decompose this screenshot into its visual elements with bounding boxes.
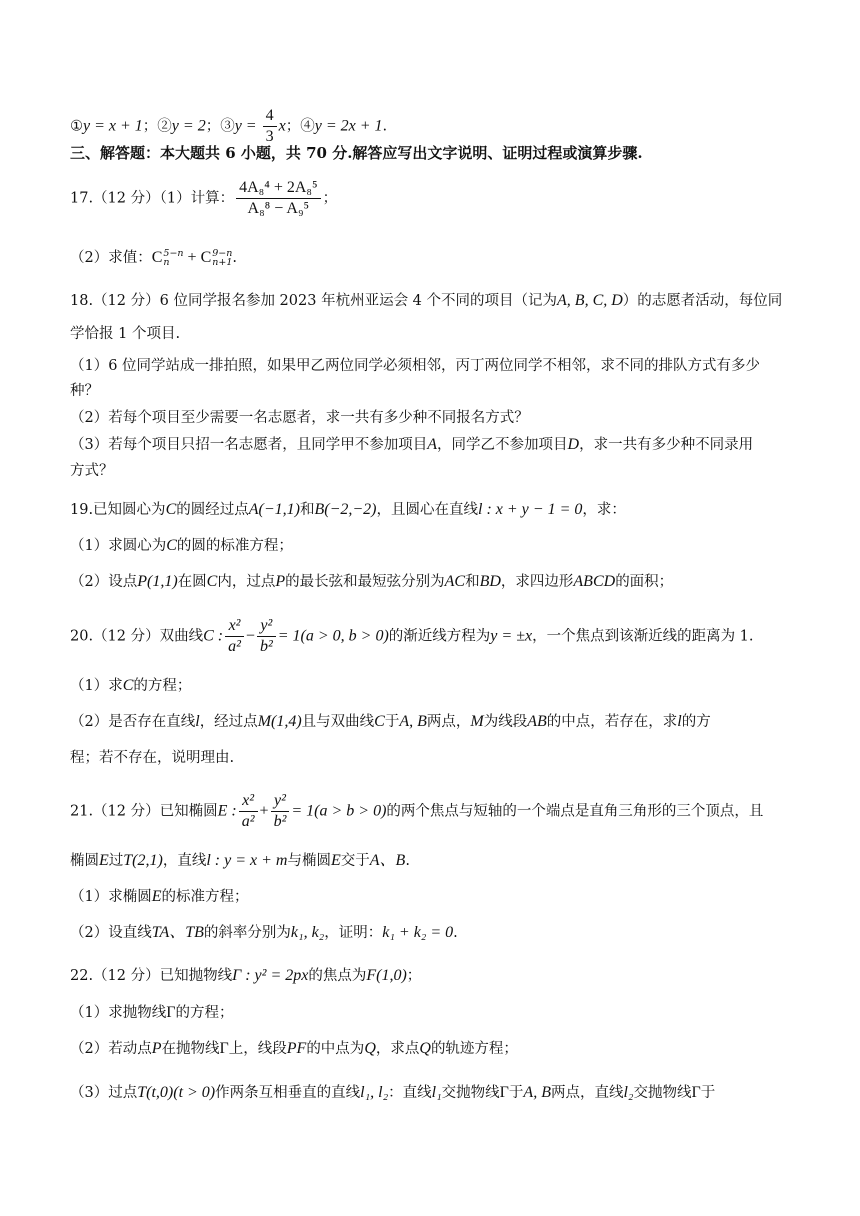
q19-p1-text-2: 的圆的标准方程； bbox=[176, 538, 293, 554]
q21-plus: + bbox=[259, 802, 269, 820]
q19-p1-center: C bbox=[166, 537, 177, 554]
q21-p1-e: E bbox=[151, 888, 162, 905]
question-22-part-2 bbox=[70, 1038, 800, 1060]
q21-point-t: T(2,1) bbox=[123, 852, 163, 869]
q22-p3-text-2: 作两条互相垂直的直线 bbox=[215, 1085, 361, 1101]
q19-p2-text: （2）设点 bbox=[70, 574, 138, 590]
q22-l2: l₂ bbox=[623, 1084, 634, 1101]
q22-p: P bbox=[151, 1040, 162, 1057]
option-4-marker: ④ bbox=[300, 118, 315, 135]
q22-p2-gamma: Γ bbox=[219, 1040, 229, 1057]
question-19-part-1 bbox=[70, 535, 800, 557]
q22-text-2: 的焦点为 bbox=[308, 968, 367, 984]
q21-l2-text-4: 与椭圆 bbox=[287, 853, 331, 869]
q20-point-m: M(1,4) bbox=[257, 713, 302, 730]
q20-y2: y² bbox=[257, 616, 276, 637]
q21-frac-x bbox=[239, 791, 258, 832]
q21-p1-text-2: 的标准方程； bbox=[161, 889, 249, 905]
option-2-equation: y = 2 bbox=[171, 117, 206, 135]
q22-point-t: T(t,0)(t > 0) bbox=[137, 1084, 216, 1101]
q21-x2: x² bbox=[239, 791, 258, 812]
q20-text-2: 的渐近线方程为 bbox=[388, 628, 491, 645]
q21-b2: b² bbox=[273, 813, 287, 830]
q17-c2-indices: 9−n n+1 bbox=[212, 248, 233, 268]
q20-text-3: ，一个焦点到该渐近线的距离为 1. bbox=[532, 628, 754, 645]
q21-y2: y² bbox=[271, 791, 290, 812]
q22-p3-text-6: 两点，直线 bbox=[550, 1085, 624, 1101]
q22-lines: l₁, l₂ bbox=[360, 1084, 389, 1101]
q20-a2: a² bbox=[228, 638, 241, 655]
q22-text: 22.（12 分）已知抛物线 bbox=[70, 968, 233, 984]
q22-p3-gamma-2: Γ bbox=[691, 1084, 701, 1101]
q17-end: ； bbox=[322, 190, 338, 207]
question-21-line-2 bbox=[70, 850, 800, 872]
q20-text: 20.（12 分）双曲线 bbox=[70, 628, 204, 645]
q20-p1-text: （1）求 bbox=[70, 678, 123, 694]
q22-p2-text: （2）若动点 bbox=[70, 1041, 152, 1057]
question-19-line-1 bbox=[70, 499, 800, 521]
option-3-variable: x bbox=[278, 117, 286, 135]
q21-frac-y bbox=[271, 791, 290, 832]
q19-quad: ABCD bbox=[573, 573, 616, 590]
question-21-part-2 bbox=[70, 922, 800, 944]
q21-l2-text-3: ，直线 bbox=[162, 853, 207, 869]
q19-p2-text-5: ，求四边形 bbox=[500, 574, 574, 590]
q18-p3-text: （3）若每个项目只招一名志愿者，且同学甲不参加项目 bbox=[70, 437, 428, 453]
q22-l1: l₁ bbox=[431, 1084, 442, 1101]
q20-condition: = 1(a > 0, b > 0) bbox=[277, 627, 389, 645]
q21-l2-e: E bbox=[99, 852, 109, 869]
q22-p1-text-2: 的方程； bbox=[175, 1005, 234, 1021]
q19-p2-text-2: 在圆 bbox=[177, 574, 207, 590]
q20-p2-text: （2）是否存在直线 bbox=[70, 714, 196, 730]
q21-l2-text-2: 过 bbox=[108, 853, 124, 869]
q19-p1-text: （1）求圆心为 bbox=[70, 538, 167, 554]
q21-ellipse: E : bbox=[217, 802, 237, 820]
q22-p3-text-7: 交抛物线 bbox=[633, 1085, 692, 1101]
q19-chord-bd: BD bbox=[479, 573, 501, 590]
q21-p2-text-2: 的斜率分别为 bbox=[203, 925, 291, 941]
option-3-marker: ③ bbox=[220, 118, 235, 135]
q17-numerator: 4A₈⁴ + 2A₈⁵ bbox=[236, 178, 320, 199]
q22-q2: Q bbox=[419, 1040, 431, 1057]
q21-l2-e2: E bbox=[330, 852, 341, 869]
fraction-denominator: 3 bbox=[265, 128, 274, 145]
question-20-line-1 bbox=[70, 616, 800, 657]
q18-text: 18.（12 分）6 位同学报名参加 2023 年杭州亚运会 4 个不同的项目（记为 bbox=[70, 293, 558, 309]
q17-combination-1: C bbox=[151, 249, 163, 266]
option-line bbox=[70, 106, 800, 147]
question-18-part-1b: 种？ bbox=[70, 383, 99, 399]
q19-p2-text-3: 内，过点 bbox=[217, 574, 276, 590]
q17-c1-indices: 5−n n bbox=[163, 248, 184, 268]
q19-text-2: 的圆经过点 bbox=[176, 502, 249, 518]
q21-p1-text: （1）求椭圆 bbox=[70, 889, 152, 905]
q19-p2-text-6: 的面积； bbox=[615, 574, 674, 590]
q21-line-eq: l : y = x + m bbox=[206, 852, 288, 869]
question-18-part-3b: 方式？ bbox=[70, 463, 114, 479]
q19-text-3: ，且圆心在直线 bbox=[376, 502, 478, 518]
q22-points-ab: A, B bbox=[523, 1084, 551, 1101]
q21-l2-end: . bbox=[405, 853, 410, 869]
question-18-line-2: 学恰报 1 个项目. bbox=[70, 326, 181, 342]
q20-minus: − bbox=[245, 627, 255, 645]
q22-p3-text-5: 于 bbox=[508, 1085, 524, 1101]
separator: ； bbox=[205, 118, 221, 135]
q19-p2-p: P bbox=[275, 573, 286, 590]
q18-text-end: ）的志愿者活动，每位同 bbox=[622, 293, 783, 309]
q20-frac-x bbox=[225, 616, 244, 657]
separator: ； bbox=[142, 118, 158, 135]
q21-slopes: k₁, k₂ bbox=[290, 924, 325, 941]
question-17-part-1 bbox=[70, 178, 800, 219]
q20-segment-ab: AB bbox=[527, 713, 547, 730]
q22-p2-text-6: 的轨迹方程； bbox=[430, 1041, 518, 1057]
q19-text-4: ，求： bbox=[582, 502, 626, 518]
q18-p3-text-2: ，同学乙不参加项目 bbox=[437, 437, 568, 453]
q22-p2-text-5: ，求点 bbox=[375, 1041, 420, 1057]
q18-p3-text-3: ，求一共有多少种不同录用 bbox=[579, 437, 754, 453]
q20-points-ab: A, B bbox=[399, 713, 427, 730]
q22-p1-text: （1）求抛物线 bbox=[70, 1005, 167, 1021]
q19-p2-and: 和 bbox=[465, 574, 480, 590]
q22-p3-text-3: ：直线 bbox=[388, 1085, 432, 1101]
q20-b2: b² bbox=[259, 638, 273, 655]
option-3-lhs: y = bbox=[234, 117, 261, 135]
q19-text: 19.已知圆心为 bbox=[70, 502, 166, 518]
q20-p2-text-2: ，经过点 bbox=[199, 714, 258, 730]
q22-q: Q bbox=[364, 1040, 376, 1057]
q22-p3-gamma: Γ bbox=[499, 1084, 509, 1101]
q21-condition: = 1(a > b > 0) bbox=[291, 802, 387, 820]
q22-p2-text-4: 的中点为 bbox=[306, 1041, 365, 1057]
q22-p3-text-4: 交抛物线 bbox=[441, 1085, 500, 1101]
q20-m: M bbox=[470, 713, 484, 730]
q20-p2-text-5: 两点， bbox=[426, 714, 471, 730]
q17-part-2-end: . bbox=[232, 250, 237, 266]
q20-frac-y bbox=[257, 616, 276, 657]
q22-focus: F(1,0) bbox=[366, 967, 407, 984]
q22-pf: PF bbox=[286, 1040, 307, 1057]
q21-a2: a² bbox=[241, 813, 255, 830]
q20-curve: C : bbox=[203, 627, 224, 645]
q20-l: l bbox=[677, 713, 682, 730]
sentence-end: . bbox=[382, 118, 388, 135]
q21-p2-text: （2）设直线 bbox=[70, 925, 152, 941]
q22-parabola: Γ : y² = 2px bbox=[232, 967, 309, 984]
q21-p2-text-3: ，证明： bbox=[324, 925, 383, 941]
q19-chord-ac: AC bbox=[444, 573, 466, 590]
q19-line-eq: l : x + y − 1 = 0 bbox=[478, 501, 583, 518]
section-header: 三、解答题：本大题共 6 小题，共 70 分.解答应写出文字说明、证明过程或演算步骤. bbox=[70, 144, 643, 162]
q19-p2-circle: C bbox=[206, 573, 218, 590]
question-18-line-1 bbox=[70, 290, 800, 312]
q21-l2-text: 椭圆 bbox=[70, 853, 99, 869]
question-17-label: 17.（12 分）（1）计算： bbox=[70, 190, 235, 207]
question-22-part-3 bbox=[70, 1082, 800, 1104]
q20-p2-text-6: 为线段 bbox=[483, 714, 528, 730]
question-21-part-1 bbox=[70, 886, 800, 908]
fraction-numerator: 4 bbox=[263, 106, 277, 127]
q20-p2-text-4: 于 bbox=[384, 714, 400, 730]
q20-line-l: l bbox=[195, 713, 200, 730]
q17-denominator: A₈⁸ − A₉⁵ bbox=[247, 200, 310, 217]
q22-p2-text-2: 在抛物线 bbox=[161, 1041, 220, 1057]
question-20-part-1 bbox=[70, 675, 800, 697]
q19-point-a: A(−1,1) bbox=[248, 501, 300, 518]
q17-combination-2: C bbox=[200, 249, 212, 266]
question-19-part-2 bbox=[70, 571, 800, 593]
q19-point-p: P(1,1) bbox=[137, 573, 178, 590]
q20-p1-c: C bbox=[122, 677, 134, 694]
q19-center: C bbox=[165, 501, 177, 518]
question-18-part-2: （2）若每个项目至少需要一名志愿者，求一共有多少种不同报名方式？ bbox=[70, 410, 529, 426]
question-20-part-2b: 程；若不存在，说明理由. bbox=[70, 750, 235, 766]
q22-p3-text: （3）过点 bbox=[70, 1085, 138, 1101]
q22-text-3: ； bbox=[406, 968, 422, 984]
question-18-part-1a: （1）6 位同学站成一排拍照，如果甲乙两位同学必须相邻，丙丁两位同学不相邻，求不同的排队方式有多少 bbox=[70, 358, 761, 374]
option-4-equation: y = 2x + 1 bbox=[314, 117, 383, 135]
q20-p1-text-2: 的方程； bbox=[133, 678, 192, 694]
q18-project-d: D bbox=[567, 436, 580, 453]
q19-p2-text-4: 的最长弦和最短弦分别为 bbox=[285, 574, 445, 590]
q20-asymptote: y = ±x bbox=[490, 627, 533, 645]
q20-p2-text-3: 且与双曲线 bbox=[301, 714, 375, 730]
option-2-marker: ② bbox=[157, 118, 172, 135]
q19-and: 和 bbox=[299, 502, 315, 518]
q21-proof-eq: k₁ + k₂ = 0 bbox=[382, 924, 454, 941]
question-21-line-1 bbox=[70, 791, 800, 832]
q22-p3-text-8: 于 bbox=[700, 1085, 716, 1101]
question-22-part-1 bbox=[70, 1002, 800, 1024]
q21-l2-text-5: 交于 bbox=[340, 853, 370, 869]
q22-p2-text-3: 上，线段 bbox=[228, 1041, 287, 1057]
question-20-part-2a bbox=[70, 711, 800, 733]
q19-point-b: B(−2,−2) bbox=[314, 501, 377, 518]
q21-text: 21.（12 分）已知椭圆 bbox=[70, 803, 218, 820]
question-17-part-2: （2）求值：C 5−n n + C 9−n n+1 . bbox=[70, 248, 237, 268]
q21-text-2: 的两个焦点与短轴的一个端点是直角三角形的三个顶点，且 bbox=[386, 803, 764, 820]
question-18-part-3a bbox=[70, 434, 800, 456]
q17-part-2-label: （2）求值： bbox=[70, 250, 152, 266]
q18-projects: A, B, C, D bbox=[557, 292, 623, 309]
separator: ； bbox=[285, 118, 301, 135]
q20-p2-text-8: 的方 bbox=[681, 714, 711, 730]
question-22-line-1 bbox=[70, 965, 800, 987]
q22-p1-gamma: Γ bbox=[166, 1004, 176, 1021]
q18-project-a: A bbox=[427, 436, 438, 453]
option-1-marker: ① bbox=[70, 118, 83, 135]
q20-p2-c: C bbox=[374, 713, 385, 730]
option-1-equation: y = x + 1 bbox=[83, 117, 143, 135]
q21-p2-end: . bbox=[453, 925, 458, 941]
q21-lines-ta-tb: TA、TB bbox=[151, 924, 204, 941]
q20-x2: x² bbox=[225, 616, 244, 637]
q20-p2-text-7: 的中点，若存在，求 bbox=[546, 714, 678, 730]
q17-fraction bbox=[236, 178, 320, 219]
q21-points-ab: A、B bbox=[369, 852, 406, 869]
option-3-fraction bbox=[263, 106, 277, 147]
